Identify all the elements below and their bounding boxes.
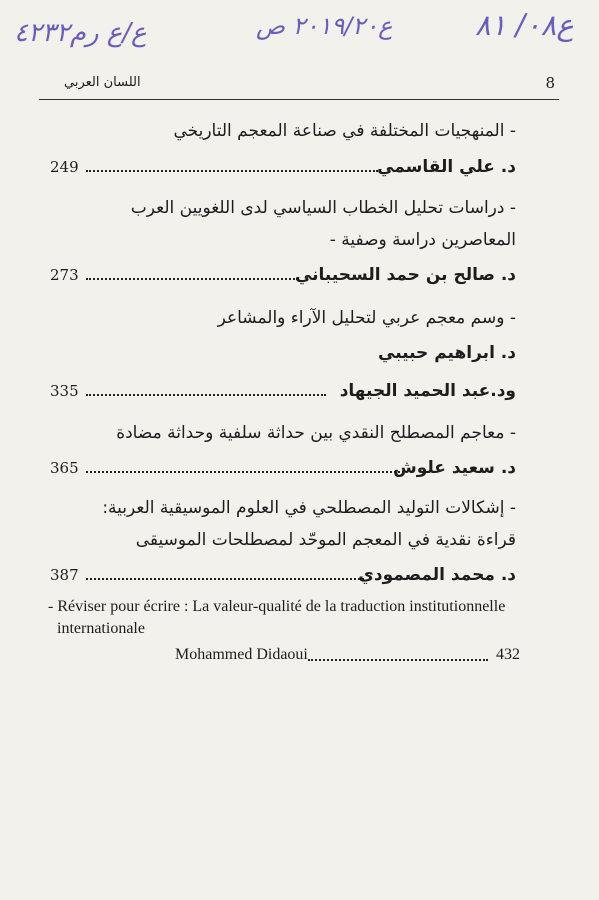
toc-entry-author: د. محمد المصمودي [358, 565, 516, 585]
toc-entry-author-line [50, 565, 516, 591]
dot-leader [86, 394, 326, 396]
handwritten-note-left: ﻉ/ﻉ ﺭﻡ٤٢٣٢ [14, 18, 147, 48]
toc-entry-author-line-french [175, 646, 520, 666]
toc-entry-page: 365 [50, 459, 79, 477]
toc-entry-author-line [50, 157, 516, 183]
toc-entry-title: - معاجم المصطلح النقدي بين حداثة سلفية وحداثة مضادة [116, 423, 516, 443]
toc-entry-author: د. صالح بن حمد السحيباني [294, 265, 516, 285]
toc-entry-page: 432 [496, 646, 520, 663]
toc-entry-author-line [50, 458, 516, 484]
toc-entry-author: Mohammed Didaoui [175, 646, 308, 663]
toc-entry-title-french: - Réviser pour écrire : La valeur-qualité de la traduction institutionnelle internationale [48, 598, 506, 637]
dot-leader [86, 471, 404, 473]
toc-entry-author: د. سعيد علوش [393, 458, 516, 478]
toc-entry-page: 249 [50, 158, 79, 176]
running-head [40, 76, 559, 94]
toc-entry-title: - دراسات تحليل الخطاب السياسي لدى اللغويين العرب المعاصرين دراسة وصفية - [130, 198, 516, 250]
handwritten-note-right: ﻉ٠٨/ ٨١ [475, 8, 574, 42]
page-number: 8 [545, 74, 555, 92]
toc-entry-title: - المنهجيات المختلفة في صناعة المعجم التاريخي [173, 121, 516, 141]
toc-entry-page: 335 [50, 382, 79, 400]
toc-entry-author-line [50, 343, 516, 369]
dot-leader [86, 578, 364, 580]
toc-entry-title: - إشكالات التوليد المصطلحي في العلوم الموسيقية العربية: قراءة نقدية في المعجم الموحّد لمصطلحات الموسيقى [102, 498, 516, 550]
toc-entry-author-line [50, 381, 516, 407]
toc-entry-author: د. علي القاسمي [377, 157, 516, 177]
handwritten-note-date: ﻉ٢٠١٩/٢٠ ﺹ [256, 12, 393, 40]
dot-leader [86, 170, 378, 172]
toc-entry-author-second: ود.عبد الحميد الجيهاد [339, 381, 516, 401]
dot-leader [308, 659, 488, 661]
toc-entry-page: 273 [50, 266, 79, 284]
toc-entry-page: 387 [50, 566, 79, 584]
header-divider [39, 99, 559, 100]
dot-leader [86, 278, 298, 280]
toc-entry-author-line [50, 265, 516, 291]
toc-entry-author: د. ابراهيم حبيبي [378, 343, 516, 363]
toc-entry-title: - وسم معجم عربي لتحليل الآراء والمشاعر [217, 308, 516, 328]
journal-name: اللسان العربي [64, 75, 141, 90]
